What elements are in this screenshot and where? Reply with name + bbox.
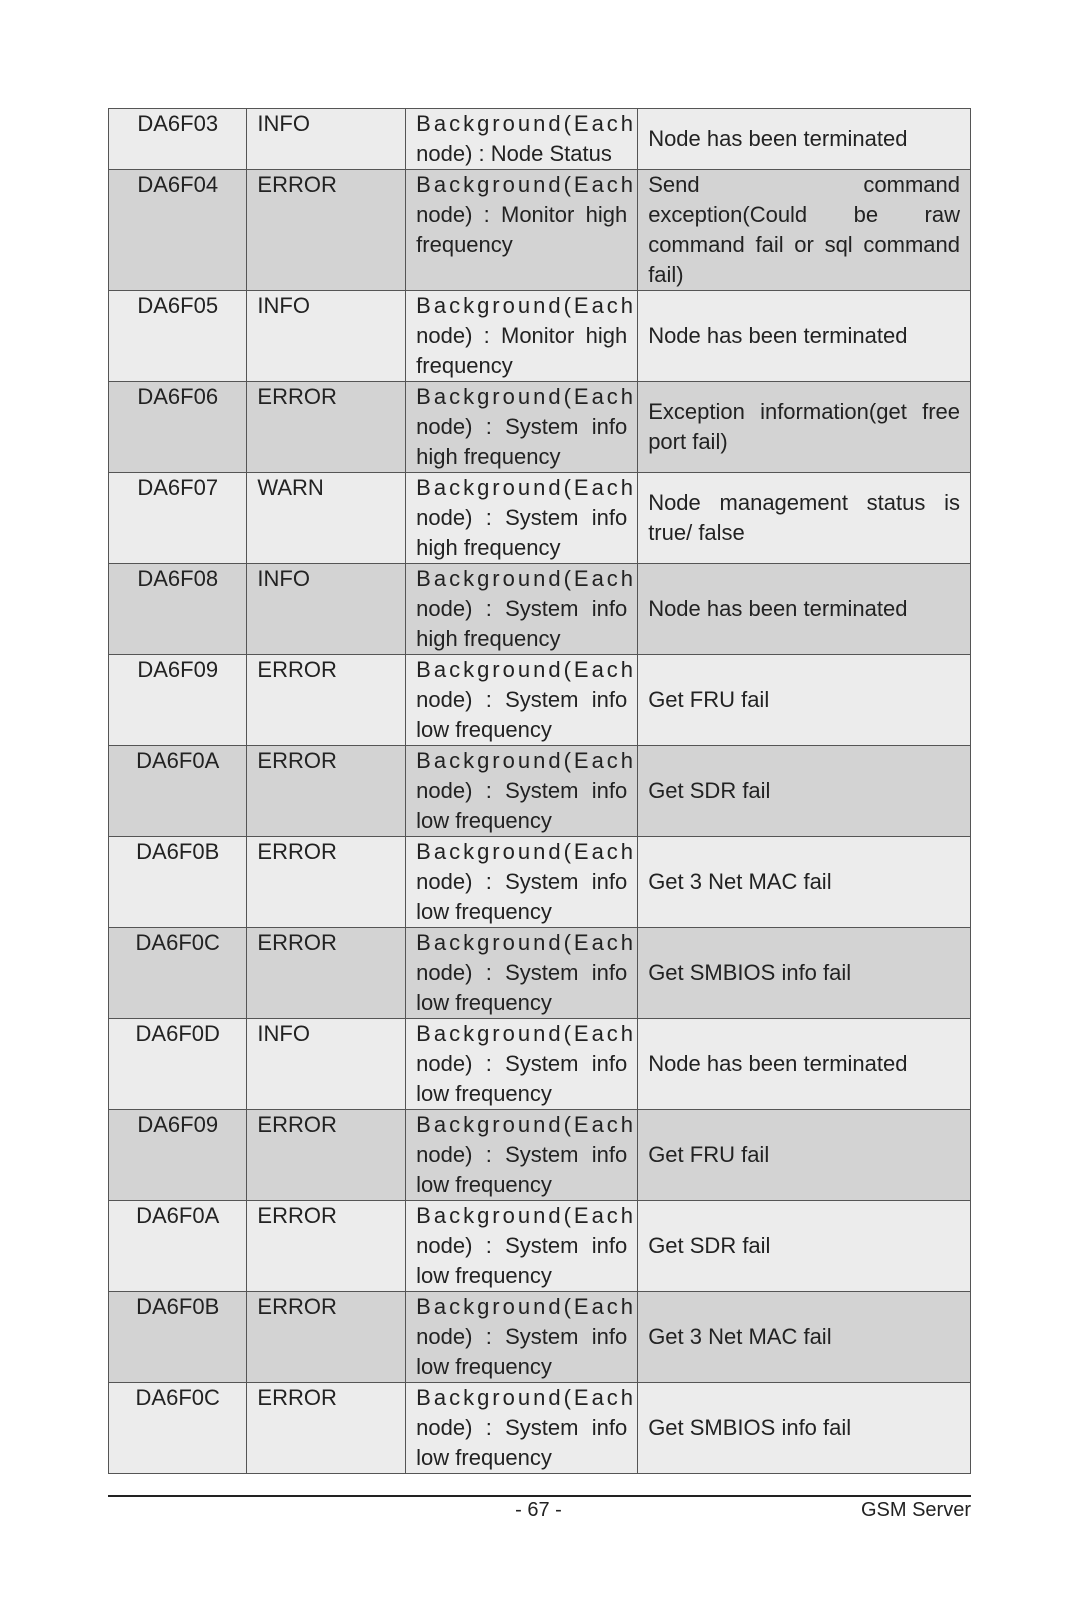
source-text-rest: node) : System info low frequency [416, 960, 628, 1015]
message-cell: Node has been terminated [638, 564, 971, 655]
message-cell: Send command exception(Could be raw command fail or sql command fail) [638, 170, 971, 291]
event-code-cell: DA6F0C [109, 1383, 247, 1474]
source-text-rest: node) : System info low frequency [416, 1233, 628, 1288]
table-row [109, 382, 971, 473]
source-text-rest: node) : Node Status [416, 141, 612, 166]
source-text-rest: node) : System info high frequency [416, 414, 628, 469]
message-cell: Node has been terminated [638, 1019, 971, 1110]
source-text-first-line: Background(Each [416, 748, 637, 773]
source-text-rest: node) : Monitor high frequency [416, 323, 628, 378]
severity-cell: ERROR [247, 1383, 406, 1474]
source-text-rest: node) : System info low frequency [416, 687, 628, 742]
table-row [109, 291, 971, 382]
message-cell: Get SMBIOS info fail [638, 1383, 971, 1474]
log-table-body [109, 109, 971, 1474]
footer-rule [108, 1495, 971, 1497]
source-cell [406, 837, 638, 928]
source-text-rest: node) : System info low frequency [416, 1142, 628, 1197]
message-cell: Get SMBIOS info fail [638, 928, 971, 1019]
event-code-cell: DA6F0D [109, 1019, 247, 1110]
severity-cell: ERROR [247, 1110, 406, 1201]
table-row [109, 1019, 971, 1110]
source-cell [406, 746, 638, 837]
message-cell: Exception information(get free port fail) [638, 382, 971, 473]
event-code-cell: DA6F0C [109, 928, 247, 1019]
message-cell: Node has been terminated [638, 291, 971, 382]
source-text-rest: node) : System info high frequency [416, 596, 628, 651]
source-text-rest: node) : System info low frequency [416, 1415, 628, 1470]
source-text-first-line: Background(Each [416, 384, 637, 409]
event-code-cell: DA6F0A [109, 746, 247, 837]
severity-cell: INFO [247, 109, 406, 170]
table-row [109, 655, 971, 746]
source-cell [406, 1292, 638, 1383]
event-code-cell: DA6F07 [109, 473, 247, 564]
table-row [109, 473, 971, 564]
source-text-rest: node) : Monitor high frequency [416, 202, 628, 257]
event-code-cell: DA6F0A [109, 1201, 247, 1292]
table-row [109, 837, 971, 928]
source-text-first-line: Background(Each [416, 566, 637, 591]
table-row [109, 1201, 971, 1292]
source-text-first-line: Background(Each [416, 475, 637, 500]
source-text-rest: node) : System info high frequency [416, 505, 628, 560]
message-cell: Get 3 Net MAC fail [638, 1292, 971, 1383]
source-text-first-line: Background(Each [416, 930, 637, 955]
table-row [109, 928, 971, 1019]
source-cell [406, 1019, 638, 1110]
source-text-first-line: Background(Each [416, 657, 637, 682]
event-code-cell: DA6F04 [109, 170, 247, 291]
severity-cell: ERROR [247, 1201, 406, 1292]
table-row [109, 564, 971, 655]
table-row [109, 1110, 971, 1201]
source-cell [406, 655, 638, 746]
source-text-first-line: Background(Each [416, 293, 637, 318]
source-text-first-line: Background(Each [416, 839, 637, 864]
severity-cell: ERROR [247, 928, 406, 1019]
severity-cell: ERROR [247, 655, 406, 746]
event-code-cell: DA6F05 [109, 291, 247, 382]
message-cell: Node management status is true/ false [638, 473, 971, 564]
severity-cell: ERROR [247, 170, 406, 291]
message-cell: Get SDR fail [638, 1201, 971, 1292]
event-code-cell: DA6F06 [109, 382, 247, 473]
table-row [109, 1383, 971, 1474]
source-cell [406, 1383, 638, 1474]
source-text-rest: node) : System info low frequency [416, 869, 628, 924]
source-text-first-line: Background(Each [416, 111, 637, 136]
source-cell [406, 564, 638, 655]
severity-cell: ERROR [247, 1292, 406, 1383]
log-message-table [108, 108, 971, 1474]
source-text-first-line: Background(Each [416, 1385, 637, 1410]
source-text-rest: node) : System info low frequency [416, 1324, 628, 1379]
severity-cell: INFO [247, 291, 406, 382]
severity-cell: INFO [247, 1019, 406, 1110]
table-row [109, 170, 971, 291]
severity-cell: ERROR [247, 382, 406, 473]
event-code-cell: DA6F0B [109, 1292, 247, 1383]
source-text-first-line: Background(Each [416, 172, 637, 197]
message-cell: Node has been terminated [638, 109, 971, 170]
message-cell: Get FRU fail [638, 655, 971, 746]
source-cell [406, 1201, 638, 1292]
severity-cell: WARN [247, 473, 406, 564]
message-cell: Get SDR fail [638, 746, 971, 837]
severity-cell: ERROR [247, 837, 406, 928]
source-cell [406, 109, 638, 170]
source-text-rest: node) : System info low frequency [416, 778, 628, 833]
event-code-cell: DA6F08 [109, 564, 247, 655]
source-cell [406, 928, 638, 1019]
event-code-cell: DA6F09 [109, 655, 247, 746]
source-text-rest: node) : System info low frequency [416, 1051, 628, 1106]
page-number: - 67 - [515, 1499, 562, 1521]
table-row [109, 1292, 971, 1383]
message-cell: Get 3 Net MAC fail [638, 837, 971, 928]
event-code-cell: DA6F09 [109, 1110, 247, 1201]
severity-cell: INFO [247, 564, 406, 655]
source-text-first-line: Background(Each [416, 1112, 637, 1137]
source-text-first-line: Background(Each [416, 1294, 637, 1319]
source-cell [406, 291, 638, 382]
source-text-first-line: Background(Each [416, 1021, 637, 1046]
table-row [109, 109, 971, 170]
source-cell [406, 473, 638, 564]
footer-title: GSM Server [860, 1499, 971, 1521]
source-cell [406, 382, 638, 473]
table-row [109, 746, 971, 837]
source-cell [406, 170, 638, 291]
event-code-cell: DA6F0B [109, 837, 247, 928]
message-cell: Get FRU fail [638, 1110, 971, 1201]
event-code-cell: DA6F03 [109, 109, 247, 170]
source-cell [406, 1110, 638, 1201]
severity-cell: ERROR [247, 746, 406, 837]
source-text-first-line: Background(Each [416, 1203, 637, 1228]
